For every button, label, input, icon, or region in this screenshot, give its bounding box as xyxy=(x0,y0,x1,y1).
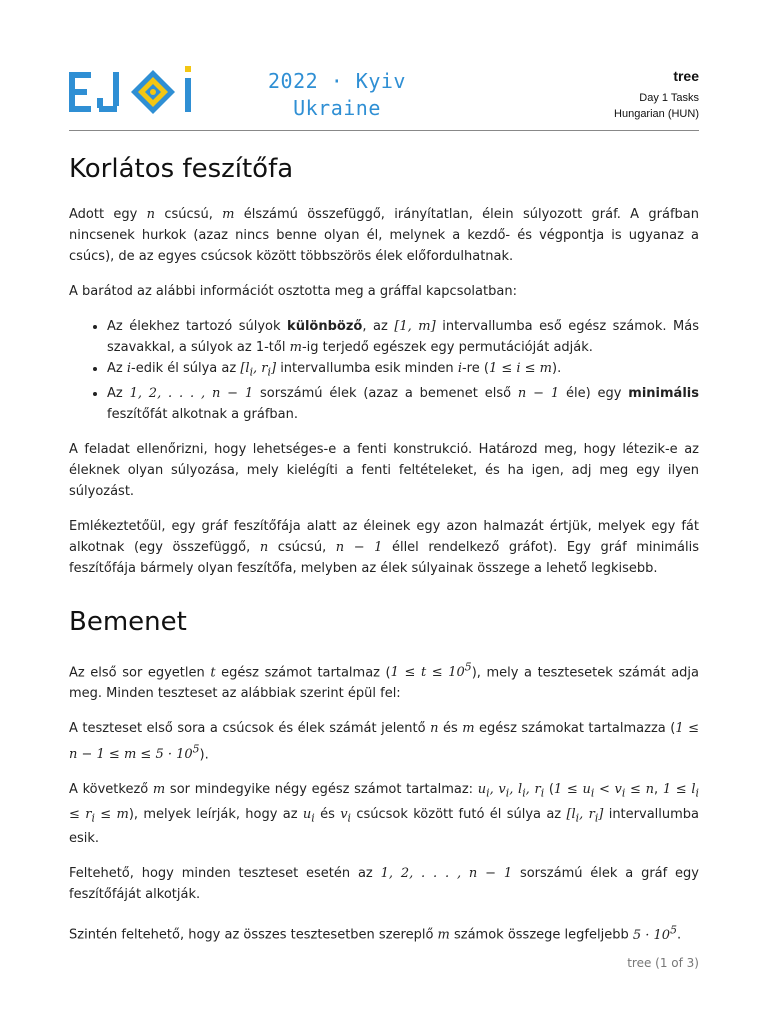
task-meta xyxy=(614,68,699,122)
task-paragraph: A feladat ellenőrizni, hogy lehetséges-e a fenti konstrukció. Határozd meg, hogy létezik-e az éleknek olyan súlyozása, mely kielégíti a fenti feltételeket, és ha igen, adj meg egy ilyen súlyozást. xyxy=(69,441,699,499)
input-paragraph-5: Szintén feltehető, hogy az összes tesztesetben szereplő m számok összege legfeljebb $5 \cdot 10^5$. xyxy=(69,923,682,943)
intro-paragraph: Adott egy n csúcsú, m élszámú összefüggő, irányítatlan, élein súlyozott gráf. A gráfban nincsenek hurkok (azaz nincs benne olyan él, melynek a kezdő- és végpontja is ugyanaz a csúcs), de az egyes csúcsok között többszörös élek előfordulhatnak. xyxy=(69,207,699,264)
page-header xyxy=(69,62,699,130)
input-paragraph-2: A teszteset első sora a csúcsok és élek számát jelentő n és m egész számokat tartalmazza $(1 \le n - 1 \le m \le 5 \cdot 10^5)$. xyxy=(69,720,699,763)
document-body xyxy=(69,152,699,960)
friend-info-paragraph: A barátod az alábbi információt osztotta meg a gráffal kapcsolatban: xyxy=(69,284,517,299)
list-item: • Az 1, 2, . . . , n − 1 sorszámú élek (azaz a bemenet első n − 1 éle) egy minimális feszítőfát alkotnak a gráfban. xyxy=(107,383,699,425)
list-item: • Az élekhez tartozó súlyok különböző, az [1, m] intervallumba eső egész számok. Más szavakkal, a súlyok az 1-től m-ig terjedő egészek egy permutációját adják. xyxy=(107,316,699,358)
ejoi-logo xyxy=(69,66,209,116)
day-label: Day 1 Tasks xyxy=(639,92,699,104)
page-footer: tree (1 of 3) xyxy=(627,956,699,970)
reminder-paragraph: Emlékeztetőül, egy gráf feszítőfája alatt az éleinek egy azon halmazát értjük, melyek egy fát alkotnak (egy összefüggő, n csúcsú, n − 1 éllel rendelkező gráfot). Egy gráf minimális feszítőfája bármely olyan feszítőfa, melyben az élek súlyainak összege a lehető legkisebb. xyxy=(69,518,699,576)
input-paragraph-4: Feltehető, hogy minden teszteset esetén az 1, 2, . . . , n − 1 sorszámú élek a gráf egy feszítőfáját alkotják. xyxy=(69,866,699,903)
event-line-2: Ukraine xyxy=(293,96,381,120)
task-name: tree xyxy=(673,68,699,84)
language-label: Hungarian (HUN) xyxy=(614,108,699,120)
event-title xyxy=(237,68,437,122)
list-item: • Az i-edik él súlya az [$l_i$, $r_i$] intervallumba esik minden i-re (1 ≤ i ≤ m). xyxy=(107,358,699,383)
page-title: Korlátos feszítőfa xyxy=(69,154,294,184)
conditions-list xyxy=(69,316,699,425)
event-line-1: 2022 · Kyiv xyxy=(268,69,406,93)
input-paragraph-1: Az első sor egyetlen t egész számot tartalmaz $(1 \le t \le 10^5)$, mely a tesztesetek számát adja meg. Minden teszteset az alábbiak szerint épül fel: xyxy=(69,660,699,701)
input-section-title: Bemenet xyxy=(69,606,187,637)
header-divider xyxy=(69,130,699,131)
input-paragraph-3: A következő m sor mindegyike négy egész számot tartalmaz: $u_i$, $v_i$, $l_i$, $r_i$ ($1 \le u_i < v_i \le n$, $1 \le l_i \le r_i \le m$), melyek leírják, hogy az $u_i$ és $v_i$ csúcsok között futó él súlya az [$l_i$, $r_i$] intervallumba esik. xyxy=(69,782,700,847)
